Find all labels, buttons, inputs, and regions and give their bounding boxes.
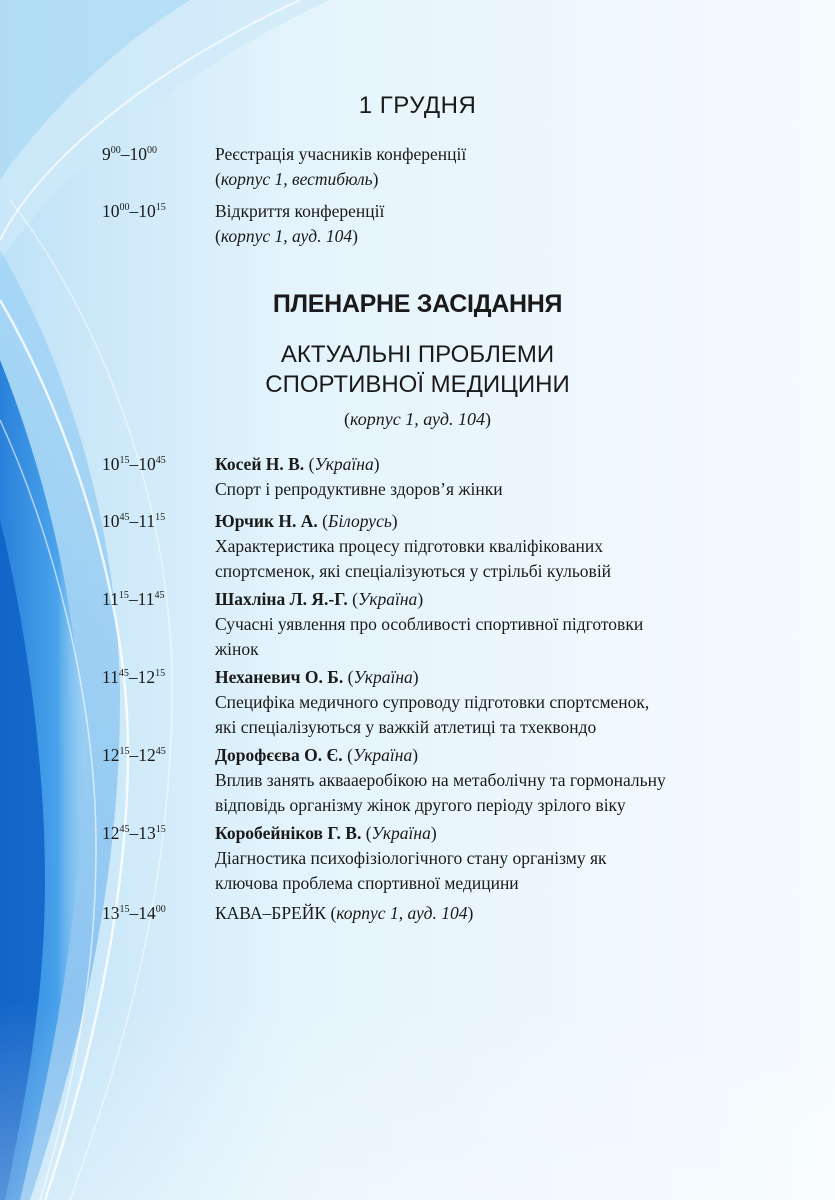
talk-title: жінок: [215, 639, 259, 659]
time-slot: $11^{45}-12^{15}$: [102, 667, 166, 687]
speaker-country: Україна: [353, 667, 413, 687]
speaker-name: Юрчик Н. А.: [215, 511, 318, 531]
talk-title: Сучасні уявлення про особливості спортивної підготовки: [215, 614, 644, 634]
event-location: (корпус 1, вестибюль): [215, 169, 379, 189]
talk-title: Специфіка медичного супроводу підготовки спортсменок,: [215, 692, 650, 712]
break-location: корпус 1, ауд. 104: [336, 903, 468, 923]
speaker-name: Дорофєєва О. Є.: [215, 745, 343, 765]
talk-speaker-line: Юрчик Н. А. (Білорусь): [215, 511, 398, 531]
talk-content: [215, 665, 775, 740]
time-slot: $10^{45}-11^{15}$: [102, 511, 166, 531]
speaker-country: Україна: [357, 589, 418, 609]
talk-content: [215, 821, 775, 896]
talk-title: Діагностика психофізіологічного стану організму як: [215, 848, 607, 868]
talk-title: які спеціалізуються у важкій атлетиці та тхеквондо: [215, 717, 597, 737]
speaker-country: Україна: [371, 823, 431, 843]
talk-content: [215, 509, 775, 584]
section-title: [0, 340, 835, 400]
talk-title: Спорт і репродуктивне здоров’я жінки: [215, 479, 503, 499]
speaker-country: Білорусь: [328, 511, 392, 531]
time-slot: $9^{00}-10^{00}$: [102, 144, 157, 164]
event-location: (корпус 1, ауд. 104): [215, 226, 358, 246]
day-title: 1 ГРУДНЯ: [358, 92, 477, 119]
break-content: [215, 901, 775, 926]
talk-title: спортсменок, які спеціалізуються у стрільбі кульовій: [215, 561, 612, 581]
speaker-name: Неханевич О. Б.: [215, 667, 344, 687]
talk-speaker-line: Дорофєєва О. Є. (Україна): [215, 745, 419, 765]
speaker-country: Україна: [352, 745, 413, 765]
talk-title: ключова проблема спортивної медицини: [215, 873, 519, 893]
time-slot: $11^{15}-11^{45}$: [102, 589, 165, 609]
time-slot: $12^{45}-13^{15}$: [102, 823, 166, 843]
talk-content: [215, 587, 775, 662]
time-slot: $10^{15}-10^{45}$: [102, 454, 166, 474]
event-content: [215, 199, 775, 249]
section-title-line: АКТУАЛЬНІ ПРОБЛЕМИ: [280, 341, 555, 368]
section-location: (корпус 1, ауд. 104): [343, 409, 492, 429]
talk-title: Характеристика процесу підготовки кваліфікованих: [215, 536, 603, 556]
event-title: Реєстрація учасників конференції: [215, 144, 467, 164]
event-title: Відкриття конференції: [215, 201, 385, 221]
talk-content: [215, 452, 775, 502]
talk-title: відповідь організму жінок другого періоду зрілого віку: [215, 795, 626, 815]
break-line: КАВА–БРЕЙК (корпус 1, ауд. 104): [215, 903, 474, 923]
time-slot: $12^{15}-12^{45}$: [102, 745, 166, 765]
time-slot: $10^{00}-10^{15}$: [102, 201, 166, 221]
speaker-name: Шахліна Л. Я.-Г.: [215, 589, 348, 609]
talk-speaker-line: Шахліна Л. Я.-Г. (Україна): [215, 589, 424, 609]
talk-speaker-line: Косей Н. В. (Україна): [215, 454, 380, 474]
event-content: [215, 142, 775, 192]
time-slot: $13^{15}-14^{00}$: [102, 903, 166, 923]
speaker-country: Україна: [314, 454, 374, 474]
plenary-title: ПЛЕНАРНЕ ЗАСІДАННЯ: [272, 290, 563, 318]
break-label: КАВА–БРЕЙК: [215, 903, 327, 923]
speaker-name: Коробейніков Г. В.: [215, 823, 362, 843]
talk-speaker-line: Неханевич О. Б. (Україна): [215, 667, 419, 687]
talk-title: Вплив занять аквааеробікою на метаболічну та гормональну: [215, 770, 666, 790]
speaker-name: Косей Н. В.: [215, 454, 305, 474]
talk-speaker-line: Коробейніков Г. В. (Україна): [215, 823, 437, 843]
section-title-line: СПОРТИВНОЇ МЕДИЦИНИ: [265, 371, 570, 398]
talk-content: [215, 743, 775, 818]
